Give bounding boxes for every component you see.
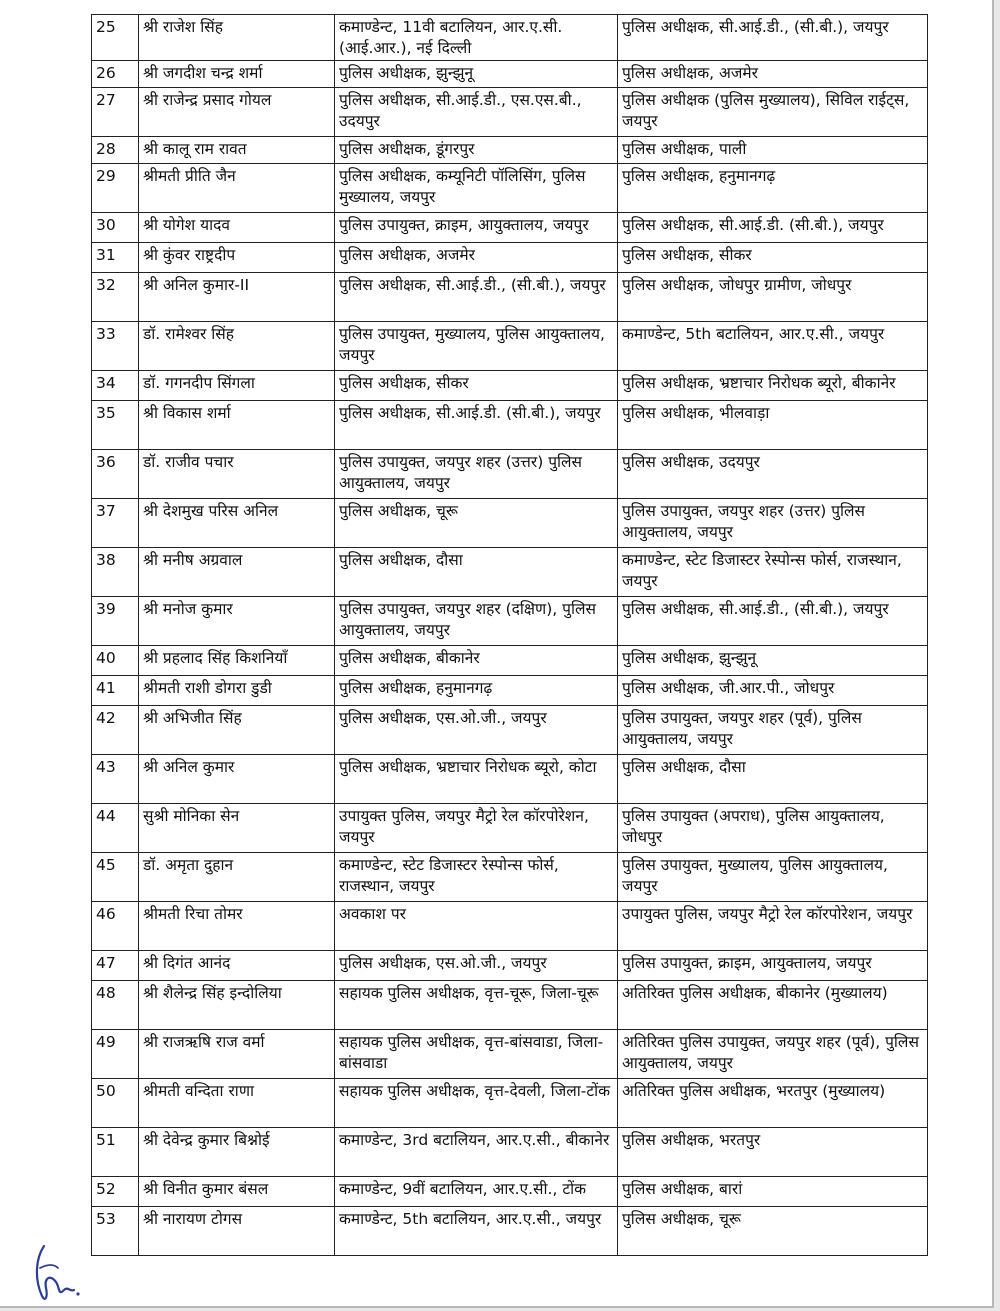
new-posting: पुलिस अधीक्षक, भरतपुर: [618, 1128, 928, 1177]
serial-number: 44: [92, 804, 139, 853]
table-row: [92, 371, 928, 401]
serial-number: 46: [92, 902, 139, 951]
table-row: [92, 853, 928, 902]
signature-mark: [28, 1238, 88, 1308]
table-row: [92, 804, 928, 853]
current-posting: पुलिस अधीक्षक, चूरू: [335, 499, 618, 548]
table-row: [92, 1207, 928, 1256]
serial-number: 26: [92, 61, 139, 88]
new-posting: पुलिस अधीक्षक, झुन्झुनू: [618, 646, 928, 676]
table-row: [92, 61, 928, 88]
serial-number: 40: [92, 646, 139, 676]
new-posting: पुलिस अधीक्षक, सीकर: [618, 243, 928, 273]
serial-number: 27: [92, 88, 139, 137]
new-posting: पुलिस अधीक्षक, अजमेर: [618, 61, 928, 88]
officer-name: श्री कुंवर राष्ट्रदीप: [139, 243, 335, 273]
current-posting: पुलिस अधीक्षक, सी.आई.डी., (सी.बी.), जयपुर: [335, 273, 618, 322]
table-row: [92, 646, 928, 676]
serial-number: 45: [92, 853, 139, 902]
table-row: [92, 755, 928, 804]
serial-number: 25: [92, 15, 139, 61]
current-posting: पुलिस उपायुक्त, जयपुर शहर (दक्षिण), पुलिस आयुक्तालय, जयपुर: [335, 597, 618, 646]
serial-number: 32: [92, 273, 139, 322]
current-posting: कमाण्डेन्ट, 11वी बटालियन, आर.ए.सी.(आई.आर.), नई दिल्ली: [335, 15, 618, 61]
new-posting: कमाण्डेन्ट, 5th बटालियन, आर.ए.सी., जयपुर: [618, 322, 928, 371]
officer-name: श्री शैलेन्द्र सिंह इन्दोलिया: [139, 981, 335, 1030]
table-row: [92, 597, 928, 646]
officer-name: श्री नारायण टोगस: [139, 1207, 335, 1256]
table-row: [92, 548, 928, 597]
new-posting: पुलिस अधीक्षक, बारां: [618, 1177, 928, 1207]
officer-name: श्रीमती प्रीति जैन: [139, 164, 335, 213]
current-posting: पुलिस अधीक्षक, दौसा: [335, 548, 618, 597]
current-posting: पुलिस उपायुक्त, मुख्यालय, पुलिस आयुक्तालय, जयपुर: [335, 322, 618, 371]
new-posting: अतिरिक्त पुलिस अधीक्षक, भरतपुर (मुख्यालय): [618, 1079, 928, 1128]
officer-name: श्री विकास शर्मा: [139, 401, 335, 450]
serial-number: 34: [92, 371, 139, 401]
serial-number: 35: [92, 401, 139, 450]
officer-name: श्री अनिल कुमार-II: [139, 273, 335, 322]
current-posting: पुलिस अधीक्षक, एस.ओ.जी., जयपुर: [335, 706, 618, 755]
serial-number: 36: [92, 450, 139, 499]
new-posting: पुलिस अधीक्षक, जी.आर.पी., जोधपुर: [618, 676, 928, 706]
table-row: [92, 243, 928, 273]
table-row: [92, 981, 928, 1030]
current-posting: पुलिस उपायुक्त, क्राइम, आयुक्तालय, जयपुर: [335, 213, 618, 243]
serial-number: 51: [92, 1128, 139, 1177]
officer-name: डॉ. अमृता दुहान: [139, 853, 335, 902]
current-posting: सहायक पुलिस अधीक्षक, वृत्त-बांसवाडा, जिला-बांसवाडा: [335, 1030, 618, 1079]
serial-number: 42: [92, 706, 139, 755]
officer-name: श्री देवेन्द्र कुमार बिश्नोई: [139, 1128, 335, 1177]
serial-number: 41: [92, 676, 139, 706]
table-row: [92, 401, 928, 450]
table-row: [92, 1128, 928, 1177]
current-posting: पुलिस अधीक्षक, सीकर: [335, 371, 618, 401]
current-posting: अवकाश पर: [335, 902, 618, 951]
new-posting: पुलिस उपायुक्त, जयपुर शहर (उत्तर) पुलिस आयुक्तालय, जयपुर: [618, 499, 928, 548]
table-row: [92, 676, 928, 706]
serial-number: 50: [92, 1079, 139, 1128]
serial-number: 48: [92, 981, 139, 1030]
current-posting: पुलिस अधीक्षक, हनुमानगढ़: [335, 676, 618, 706]
current-posting: कमाण्डेन्ट, 5th बटालियन, आर.ए.सी., जयपुर: [335, 1207, 618, 1256]
current-posting: कमाण्डेन्ट, 9वीं बटालियन, आर.ए.सी., टोंक: [335, 1177, 618, 1207]
officer-name: श्री दिगंत आनंद: [139, 951, 335, 981]
serial-number: 39: [92, 597, 139, 646]
current-posting: पुलिस अधीक्षक, सी.आई.डी., एस.एस.बी., उदयपुर: [335, 88, 618, 137]
officer-name: श्री देशमुख परिस अनिल: [139, 499, 335, 548]
current-posting: पुलिस अधीक्षक, एस.ओ.जी., जयपुर: [335, 951, 618, 981]
new-posting: पुलिस उपायुक्त, जयपुर शहर (पूर्व), पुलिस आयुक्तालय, जयपुर: [618, 706, 928, 755]
table-row: [92, 164, 928, 213]
table-row: [92, 1079, 928, 1128]
officer-name: श्रीमती वन्दिता राणा: [139, 1079, 335, 1128]
transfer-list-table: [91, 14, 928, 1256]
new-posting: पुलिस अधीक्षक (पुलिस मुख्यालय), सिविल राईट्स, जयपुर: [618, 88, 928, 137]
officer-name: श्री मनीष अग्रवाल: [139, 548, 335, 597]
current-posting: पुलिस अधीक्षक, झुन्झुनू: [335, 61, 618, 88]
serial-number: 49: [92, 1030, 139, 1079]
officer-name: श्री मनोज कुमार: [139, 597, 335, 646]
officer-name: श्री विनीत कुमार बंसल: [139, 1177, 335, 1207]
current-posting: पुलिस अधीक्षक, डूंगरपुर: [335, 137, 618, 164]
new-posting: पुलिस उपायुक्त, मुख्यालय, पुलिस आयुक्तालय, जयपुर: [618, 853, 928, 902]
officer-name: श्री राजऋषि राज वर्मा: [139, 1030, 335, 1079]
new-posting: पुलिस अधीक्षक, सी.आई.डी., (सी.बी.), जयपुर: [618, 15, 928, 61]
officer-name: श्री राजेश सिंह: [139, 15, 335, 61]
current-posting: सहायक पुलिस अधीक्षक, वृत्त-चूरू, जिला-चूरू: [335, 981, 618, 1030]
current-posting: सहायक पुलिस अधीक्षक, वृत्त-देवली, जिला-टोंक: [335, 1079, 618, 1128]
current-posting: पुलिस अधीक्षक, बीकानेर: [335, 646, 618, 676]
table-row: [92, 273, 928, 322]
table-row: [92, 1177, 928, 1207]
officer-name: श्री प्रहलाद सिंह किशनियाँ: [139, 646, 335, 676]
table-row: [92, 88, 928, 137]
table-row: [92, 137, 928, 164]
current-posting: पुलिस अधीक्षक, भ्रष्टाचार निरोधक ब्यूरो, कोटा: [335, 755, 618, 804]
table-row: [92, 706, 928, 755]
officer-name: डॉ. रामेश्वर सिंह: [139, 322, 335, 371]
new-posting: पुलिस अधीक्षक, चूरू: [618, 1207, 928, 1256]
serial-number: 28: [92, 137, 139, 164]
current-posting: पुलिस अधीक्षक, कम्यूनिटी पॉलिसिंग, पुलिस मुख्यालय, जयपुर: [335, 164, 618, 213]
new-posting: उपायुक्त पुलिस, जयपुर मैट्रो रेल कॉरपोरेशन, जयपुर: [618, 902, 928, 951]
officer-name: डॉ. राजीव पचार: [139, 450, 335, 499]
officer-name: श्री कालू राम रावत: [139, 137, 335, 164]
officer-name: सुश्री मोनिका सेन: [139, 804, 335, 853]
table-row: [92, 213, 928, 243]
serial-number: 53: [92, 1207, 139, 1256]
officer-name: श्री अनिल कुमार: [139, 755, 335, 804]
officer-name: श्रीमती राशी डोगरा डुडी: [139, 676, 335, 706]
new-posting: अतिरिक्त पुलिस उपायुक्त, जयपुर शहर (पूर्व), पुलिस आयुक्तालय, जयपुर: [618, 1030, 928, 1079]
table-row: [92, 450, 928, 499]
current-posting: पुलिस अधीक्षक, अजमेर: [335, 243, 618, 273]
officer-name: श्रीमती रिचा तोमर: [139, 902, 335, 951]
serial-number: 43: [92, 755, 139, 804]
current-posting: उपायुक्त पुलिस, जयपुर मैट्रो रेल कॉरपोरेशन, जयपुर: [335, 804, 618, 853]
new-posting: पुलिस अधीक्षक, सी.आई.डी., (सी.बी.), जयपुर: [618, 597, 928, 646]
new-posting: पुलिस अधीक्षक, पाली: [618, 137, 928, 164]
officer-name: डॉ. गगनदीप सिंगला: [139, 371, 335, 401]
new-posting: पुलिस अधीक्षक, हनुमानगढ़: [618, 164, 928, 213]
new-posting: पुलिस अधीक्षक, भ्रष्टाचार निरोधक ब्यूरो, बीकानेर: [618, 371, 928, 401]
serial-number: 33: [92, 322, 139, 371]
table-row: [92, 499, 928, 548]
serial-number: 52: [92, 1177, 139, 1207]
current-posting: पुलिस अधीक्षक, सी.आई.डी. (सी.बी.), जयपुर: [335, 401, 618, 450]
current-posting: कमाण्डेन्ट, स्टेट डिजास्टर रेस्पोन्स फोर्स, राजस्थान, जयपुर: [335, 853, 618, 902]
table-row: [92, 902, 928, 951]
serial-number: 37: [92, 499, 139, 548]
new-posting: अतिरिक्त पुलिस अधीक्षक, बीकानेर (मुख्यालय): [618, 981, 928, 1030]
serial-number: 38: [92, 548, 139, 597]
officer-name: श्री जगदीश चन्द्र शर्मा: [139, 61, 335, 88]
current-posting: पुलिस उपायुक्त, जयपुर शहर (उत्तर) पुलिस आयुक्तालय, जयपुर: [335, 450, 618, 499]
table-row: [92, 951, 928, 981]
new-posting: पुलिस अधीक्षक, सी.आई.डी. (सी.बी.), जयपुर: [618, 213, 928, 243]
new-posting: कमाण्डेन्ट, स्टेट डिजास्टर रेस्पोन्स फोर्स, राजस्थान, जयपुर: [618, 548, 928, 597]
serial-number: 47: [92, 951, 139, 981]
current-posting: कमाण्डेन्ट, 3rd बटालियन, आर.ए.सी., बीकानेर: [335, 1128, 618, 1177]
table-row: [92, 1030, 928, 1079]
new-posting: पुलिस उपायुक्त, क्राइम, आयुक्तालय, जयपुर: [618, 951, 928, 981]
table-row: [92, 322, 928, 371]
new-posting: पुलिस उपायुक्त (अपराध), पुलिस आयुक्तालय, जोधपुर: [618, 804, 928, 853]
serial-number: 31: [92, 243, 139, 273]
officer-name: श्री अभिजीत सिंह: [139, 706, 335, 755]
new-posting: पुलिस अधीक्षक, दौसा: [618, 755, 928, 804]
new-posting: पुलिस अधीक्षक, उदयपुर: [618, 450, 928, 499]
officer-name: श्री राजेन्द्र प्रसाद गोयल: [139, 88, 335, 137]
officer-name: श्री योगेश यादव: [139, 213, 335, 243]
serial-number: 30: [92, 213, 139, 243]
serial-number: 29: [92, 164, 139, 213]
new-posting: पुलिस अधीक्षक, भीलवाड़ा: [618, 401, 928, 450]
table-row: [92, 15, 928, 61]
new-posting: पुलिस अधीक्षक, जोधपुर ग्रामीण, जोधपुर: [618, 273, 928, 322]
